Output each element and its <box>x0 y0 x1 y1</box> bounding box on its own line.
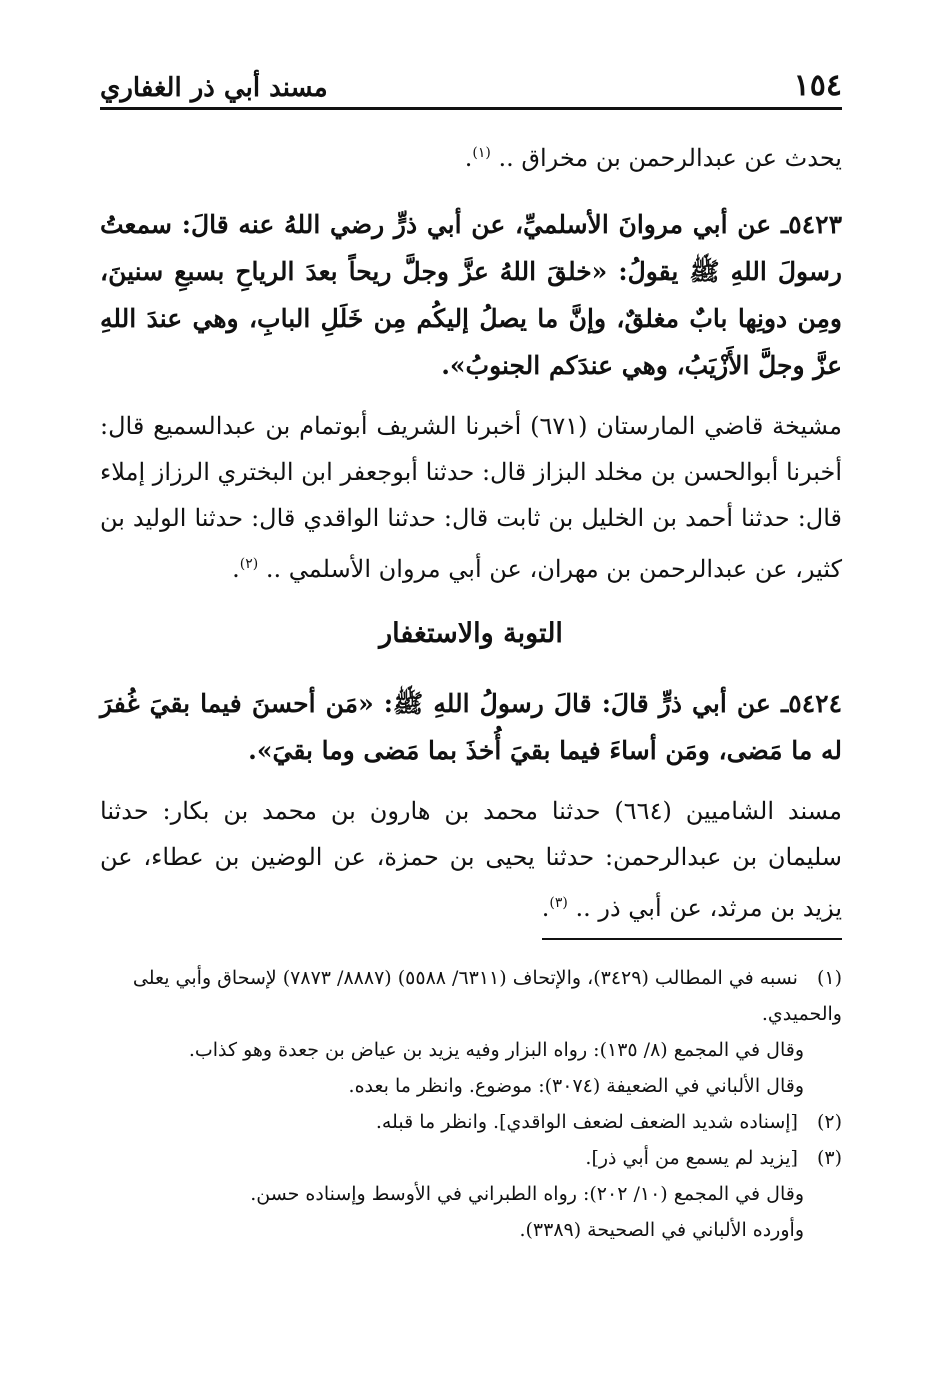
paragraph-continuation: يحدث عن عبدالرحمن بن مخراق .. $^{(١)}$. <box>464 144 842 172</box>
hadith-5424: ٥٤٢٤ـ عن أبي ذرٍّ قالَ: قالَ رسولُ اللهِ ﷺ: «مَن أحسنَ فيما بقيَ غُفرَ له ما مَضى، ومَن أساءَ فيما بقيَ أُخذَ بما مَضى وما بقيَ». <box>100 689 842 765</box>
footnote-3 <box>100 1140 842 1248</box>
section-heading: التوبة والاستغفار <box>379 618 563 649</box>
footnote-1 <box>100 960 842 1104</box>
footnote-number: (٣) <box>816 1147 842 1169</box>
footnotes <box>100 960 842 1248</box>
footnote-marker[interactable]: (٣) <box>549 895 568 911</box>
page-header <box>100 66 842 110</box>
footnote-2 <box>100 1104 842 1140</box>
page-number: ١٥٤ <box>793 68 842 103</box>
isnad-paragraph: مشيخة قاضي المارستان (٦٧١) أخبرنا الشريف أبوتمام بن عبدالسميع قال: أخبرنا أبوالحسن بن مخلد البزاز قال: حدثنا أبوجعفر ابن البختري الرزاز إملاء قال: حدثنا أحمد بن الخليل بن ثابت قال: حدثنا الواقدي قال: حدثنا الوليد بن كثير، عن عبدالرحمن بن مهران، عن أبي مروان الأسلمي .. $^{(٢)}$. <box>100 412 842 583</box>
footnote-number: (١) <box>816 967 842 989</box>
footnote-line: وقال الألباني في الضعيفة (٣٠٧٤): موضوع. وانظر ما بعده. <box>348 1075 804 1097</box>
running-title: مسند أبي ذر الغفاري <box>100 73 328 103</box>
paragraph-text: مسند الشاميين (٦٦٤) حدثنا محمد بن هارون بن محمد بن بكار: حدثنا سليمان بن عبدالرحمن: حدثنا يحيى بن حمزة، عن الوضين بن عطاء، عن يزيد بن مرثد، عن أبي ذر .. <box>100 797 842 922</box>
hadith-5423: ٥٤٢٣ـ عن أبي مروانَ الأسلميِّ، عن أبي ذرٍّ رضي اللهُ عنه قالَ: سمعتُ رسولَ اللهِ ﷺ يقولُ: «خلقَ اللهُ عزَّ وجلَّ ريحاً بعدَ الرياحِ بسبعِ سنينَ، ومِن دونِها بابٌ مغلقٌ، وإنَّ ما يصلُ إليكُم مِن خَلَلِ البابِ، وهي عندَ اللهِ عزَّ وجلَّ الأَزْيَبُ، وهي عندَكم الجنوبُ». <box>100 210 842 380</box>
footnote-number: (٢) <box>816 1111 842 1133</box>
footnote-line: وأورده الألباني في الصحيحة (٣٣٨٩). <box>519 1219 804 1241</box>
isnad-paragraph: مسند الشاميين (٦٦٤) حدثنا محمد بن هارون بن محمد بن بكار: حدثنا سليمان بن عبدالرحمن: حدثنا يحيى بن حمزة، عن الوضين بن عطاء، عن يزيد بن مرثد، عن أبي ذر .. $^{(٣)}$. <box>100 797 842 922</box>
paragraph-text: يحدث عن عبدالرحمن بن مخراق .. <box>490 144 842 172</box>
footnote-text: [إسناده شديد الضعف لضعف الواقدي]. وانظر ما قبله. <box>375 1111 798 1133</box>
footnote-marker[interactable]: (٢) <box>239 556 259 572</box>
book-page <box>100 0 842 1383</box>
footnote-line: وقال في المجمع (١٠/ ٢٠٢): رواه الطبراني في الأوسط وإسناده حسن. <box>250 1183 804 1205</box>
footnote-divider <box>542 938 842 940</box>
main-text <box>100 130 842 945</box>
footnote-marker[interactable]: (١) <box>472 145 491 161</box>
footnote-text: نسبه في المطالب (٣٤٢٩)، والإتحاف (٦٣١١/ ٥٥٨٨) (٨٨٨٧/ ٧٨٧٣) لإسحاق وأبي يعلى والحميدي. <box>132 967 842 1025</box>
footnote-line: وقال في المجمع (٨/ ١٣٥): رواه البزار وفيه يزيد بن عياض بن جعدة وهو كذاب. <box>188 1039 804 1061</box>
paragraph-text: مشيخة قاضي المارستان (٦٧١) أخبرنا الشريف أبوتمام بن عبدالسميع قال: أخبرنا أبوالحسن بن مخلد البزاز قال: حدثنا أبوجعفر ابن البختري الرزاز إملاء قال: حدثنا أحمد بن الخليل بن ثابت قال: حدثنا الواقدي قال: حدثنا الوليد بن كثير، عن عبدالرحمن بن مهران، عن أبي مروان الأسلمي .. <box>100 412 842 583</box>
footnote-text: [يزيد لم يسمع من أبي ذر]. <box>585 1147 798 1169</box>
